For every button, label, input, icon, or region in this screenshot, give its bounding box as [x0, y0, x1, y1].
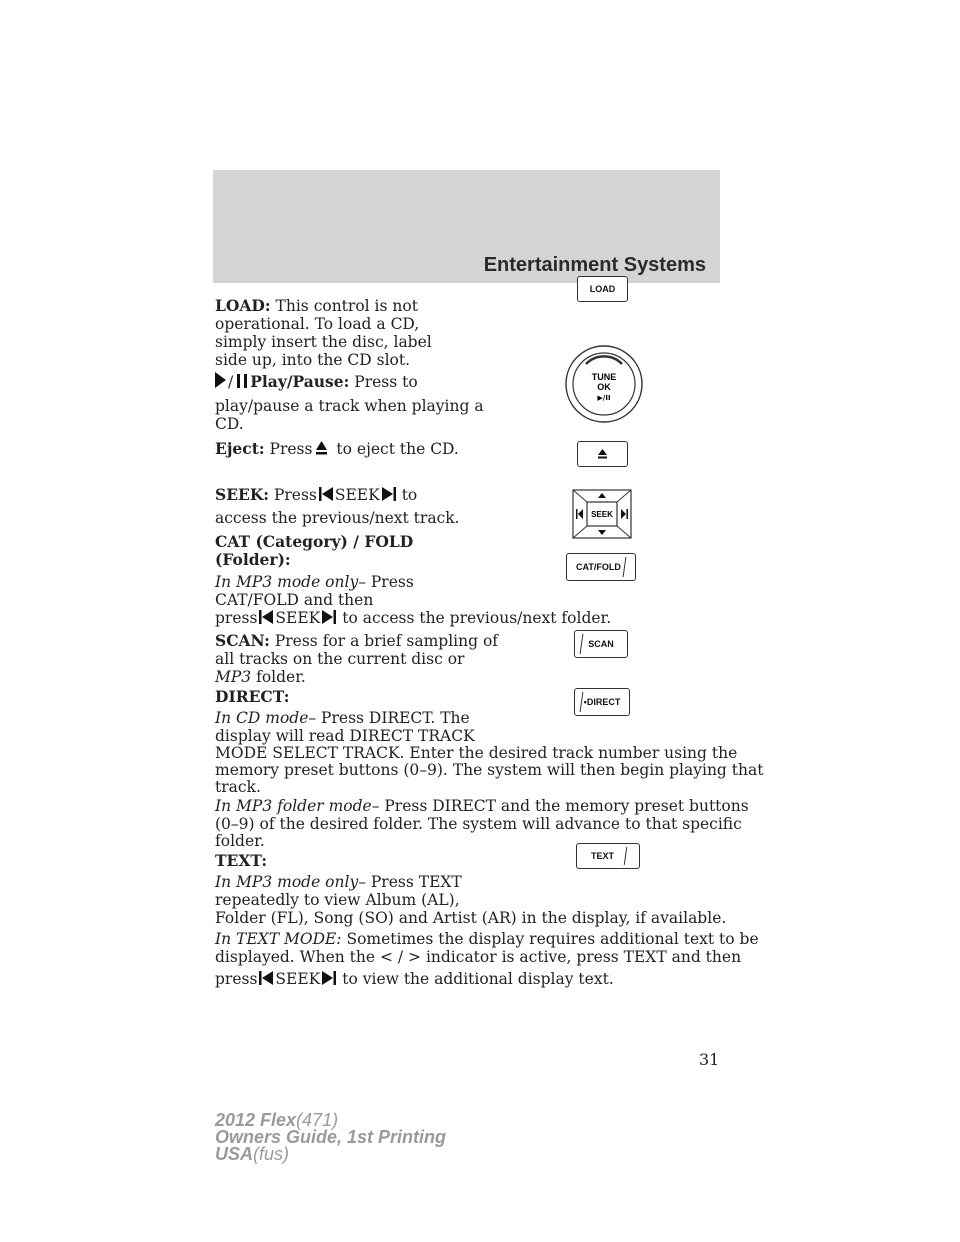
- cat-seek: SEEK: [275, 609, 321, 627]
- play-line3: CD.: [215, 415, 244, 433]
- footer-market-code: (fus): [253, 1144, 290, 1164]
- cat-line3: [215, 609, 611, 627]
- knob-text-3: ▶/II: [597, 394, 611, 402]
- footer: [215, 1112, 446, 1163]
- direct-mp3-2: (0–9) of the desired folder. The system will advance to that specific: [215, 815, 742, 833]
- seek-term: SEEK:: [215, 485, 270, 504]
- direct-mp3-3: folder.: [215, 832, 265, 850]
- direct-cd-1: [215, 709, 470, 727]
- play-line2: play/pause a track when playing a: [215, 397, 484, 415]
- footer-market: USA: [215, 1144, 254, 1164]
- direct-cd-mode: In CD mode: [215, 709, 309, 727]
- cat-press: press: [215, 609, 258, 627]
- cat-post: to access the previous/next folder.: [342, 609, 612, 627]
- button-slit-2: [580, 634, 584, 654]
- skip-forward-icon-2: [322, 609, 336, 625]
- cat-line1-rest: – Press: [358, 573, 414, 591]
- seek-mid: SEEK: [334, 486, 380, 504]
- textmode-line2: displayed. When the < / > indicator is active, press TEXT and then: [215, 948, 742, 966]
- header-band: [213, 170, 720, 283]
- scan-line1: [215, 632, 498, 650]
- text-line2: repeatedly to view Album (AL),: [215, 891, 460, 909]
- play-icon: [215, 372, 226, 388]
- direct-cd-2: display will read DIRECT TRACK: [215, 727, 475, 745]
- textmode-line1-rest: Sometimes the display requires additional text to be: [341, 930, 759, 948]
- scan-term: SCAN:: [215, 631, 270, 650]
- text-mode: In MP3 mode only: [215, 873, 359, 891]
- eject-button-icon: [598, 449, 607, 459]
- skip-back-icon: [319, 486, 333, 502]
- tune-ok-knob: [564, 344, 644, 424]
- cat-mode: In MP3 mode only: [215, 573, 359, 591]
- cat-fold-button-label: CAT/FOLD: [576, 562, 621, 572]
- cat-line2: CAT/FOLD and then: [215, 591, 374, 609]
- play-separator: /: [228, 373, 234, 391]
- button-slit-4: [624, 847, 628, 865]
- scan-button: [574, 630, 628, 658]
- scan-text-1: Press for a brief sampling of: [274, 632, 499, 650]
- section-title: Entertainment Systems: [483, 254, 706, 276]
- load-text: This control is not operational. To load a CD, simply insert the disc, label side up, into the CD slot.: [215, 297, 432, 369]
- seek-button-label: SEEK: [591, 510, 613, 519]
- scan-line3: [215, 668, 306, 686]
- footer-line-3: [215, 1146, 446, 1163]
- text-line3: Folder (FL), Song (SO) and Artist (AR) in the display, if available.: [215, 909, 727, 927]
- cat-term-1: CAT (Category) / FOLD: [215, 532, 414, 551]
- textmode-label: In TEXT MODE:: [215, 930, 342, 948]
- scan-line3-rest: folder.: [251, 668, 306, 686]
- direct-cd-5: track.: [215, 778, 261, 796]
- eject-post: to eject the CD.: [336, 440, 459, 458]
- textmode-line1: [215, 930, 759, 948]
- direct-mp3-mode: In MP3 folder mode: [215, 797, 372, 815]
- eject-icon: [315, 440, 328, 456]
- knob-text-1: TUNE: [591, 372, 617, 382]
- skip-back-icon-3: [259, 970, 273, 986]
- seek-post: to: [401, 486, 418, 504]
- load-paragraph: [215, 297, 455, 369]
- seek-line1: [215, 486, 417, 504]
- direct-mp3-1: [215, 797, 749, 815]
- load-term: LOAD:: [215, 296, 271, 315]
- direct-button-label: •DIRECT: [583, 697, 621, 707]
- textmode-line3: [215, 970, 614, 988]
- scan-mp3: MP3: [215, 668, 252, 686]
- knob-text-2: OK: [597, 382, 611, 392]
- button-slit: [623, 557, 627, 577]
- direct-button: [574, 688, 630, 716]
- text-line1: [215, 873, 462, 891]
- load-button: [577, 276, 628, 302]
- footer-line-2: Owners Guide, 1st Printing: [215, 1127, 447, 1147]
- direct-cd-4: memory preset buttons (0–9). The system will then begin playing that: [215, 761, 764, 779]
- seek-button: [572, 489, 632, 539]
- text-press: press: [215, 970, 258, 988]
- eject-pre: Press: [269, 440, 313, 458]
- skip-back-icon-2: [259, 609, 273, 625]
- direct-cd-1-rest: – Press DIRECT. The: [308, 709, 470, 727]
- text-term: TEXT:: [215, 851, 268, 870]
- load-button-label: LOAD: [589, 284, 616, 294]
- direct-cd-3: MODE SELECT TRACK. Enter the desired track number using the: [215, 744, 738, 762]
- footer-model: 2012 Flex: [215, 1110, 297, 1130]
- skip-forward-icon-3: [322, 970, 336, 986]
- text-post: to view the additional display text.: [342, 970, 614, 988]
- cat-term-2: (Folder):: [215, 550, 291, 569]
- scan-line2: all tracks on the current disc or: [215, 650, 465, 668]
- footer-model-code: (471): [296, 1110, 339, 1130]
- eject-term: Eject:: [215, 439, 265, 458]
- text-button-label: TEXT: [591, 851, 615, 861]
- direct-mp3-1-rest: – Press DIRECT and the memory preset buttons: [371, 797, 749, 815]
- text-line1-rest: – Press TEXT: [358, 873, 462, 891]
- text-button: [576, 843, 640, 869]
- eject-paragraph: [215, 440, 459, 458]
- pause-icon: [237, 374, 247, 388]
- text-seek: SEEK: [275, 970, 321, 988]
- seek-line2: access the previous/next track.: [215, 509, 460, 527]
- skip-forward-icon: [382, 486, 396, 502]
- play-term: Play/Pause:: [250, 372, 350, 391]
- cat-line1: [215, 573, 414, 591]
- cat-fold-button: [566, 553, 636, 581]
- play-line1: [215, 372, 418, 391]
- scan-button-label: SCAN: [588, 639, 614, 649]
- seek-pre: Press: [273, 486, 317, 504]
- page-number: 31: [699, 1050, 720, 1069]
- eject-button: [577, 441, 628, 467]
- direct-term: DIRECT:: [215, 687, 290, 706]
- play-text-1: Press to: [354, 373, 418, 391]
